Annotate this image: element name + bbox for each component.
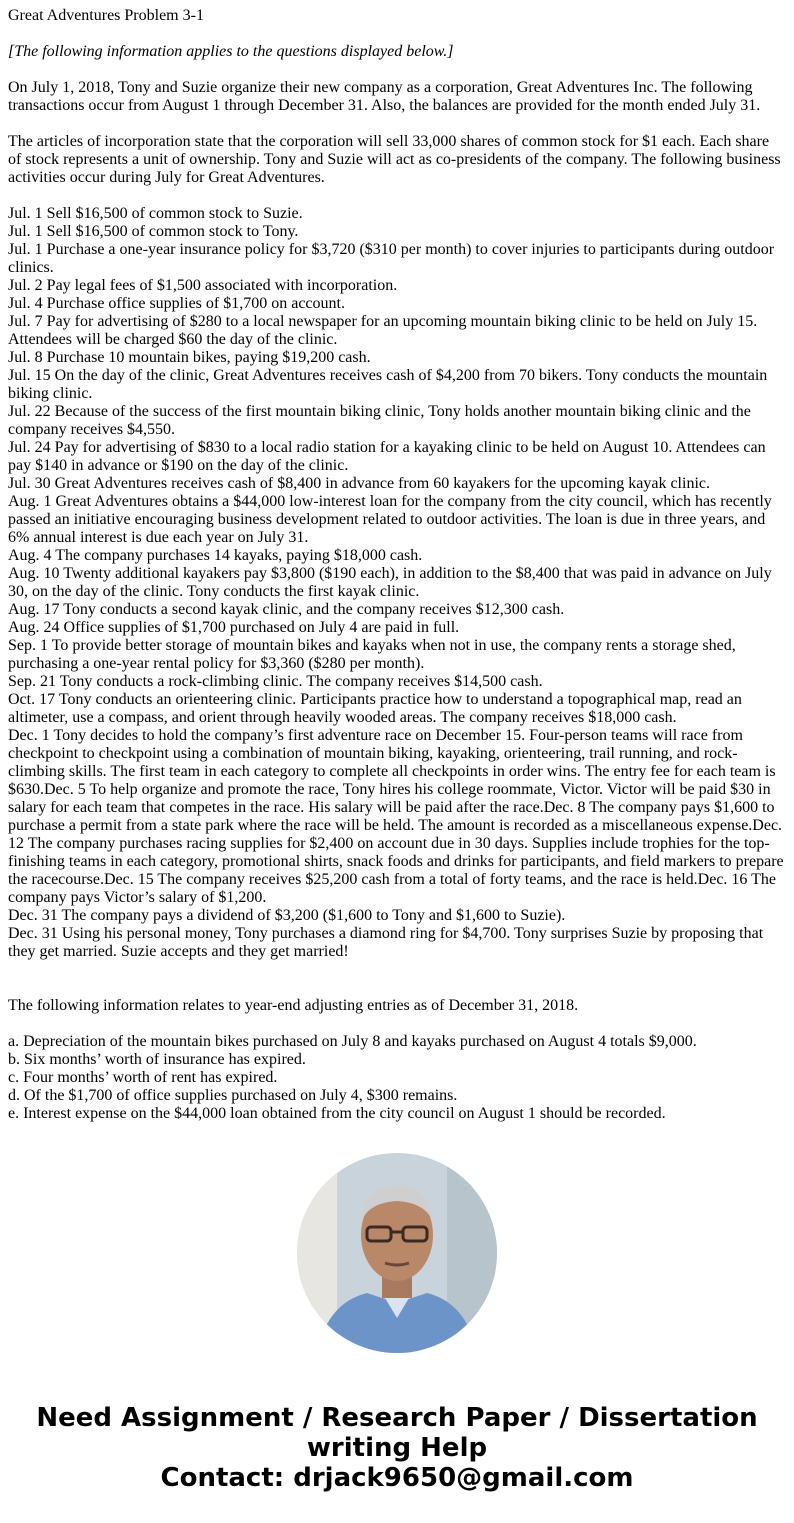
transaction-item: Aug. 1 Great Adventures obtains a $44,000 low-interest loan for the company from the city council, which has recently passed an initiative encouraging business development related to outdoor activities. The loan is due in three years, and 6% annual interest is due each year on July 31.: [8, 493, 772, 546]
transaction-item: Dec. 1 Tony decides to hold the company’s first adventure race on December 15. Four-person teams will race from checkpoint to checkpoint using a combination of mountain biking, kayaking, orienteering, trail running, and rock-climbing skills. The first team in each category to complete all checkpoints in order wins. The entry fee for each team is $630.Dec. 5 To help organize and promote the race, Tony hires his college roommate, Victor. Victor will be paid $30 in salary for each team that competes in the race. His salary will be paid after the race.Dec. 8 The company pays $1,600 to purchase a permit from a state park where the race will be held. The amount is recorded as a miscellaneous expense.Dec. 12 The company purchases racing supplies for $2,400 on account due in 30 days. Supplies include trophies for the top-finishing teams in each category, promotional shirts, snack foods and drinks for participants, and field markers to prepare the racecourse.Dec. 15 The company receives $25,200 cash from a total of forty teams, and the race is held.Dec. 16 The company pays Victor’s salary of $1,200.: [8, 727, 784, 906]
transaction-item: Jul. 4 Purchase office supplies of $1,700 on account.: [8, 295, 345, 312]
paragraph-articles: The articles of incorporation state that the corporation will sell 33,000 shares of common stock for $1 each. Each share of stock represents a unit of ownership. Tony and Suzie will act as co-presidents of the company. The following business activities occur during July for Great Adventures.: [8, 133, 781, 186]
footer-contact: Contact: drjack9650@gmail.com: [160, 1463, 634, 1493]
transaction-item: Jul. 8 Purchase 10 mountain bikes, paying $19,200 cash.: [8, 349, 371, 366]
transaction-item: Jul. 1 Sell $16,500 of common stock to Tony.: [8, 223, 299, 240]
transaction-item: Jul. 24 Pay for advertising of $830 to a local radio station for a kayaking clinic to be held on August 10. Attendees can pay $140 in advance or $190 on the day of the clinic.: [8, 439, 766, 474]
transaction-item: Jul. 7 Pay for advertising of $280 to a local newspaper for an upcoming mountain biking clinic to be held on July 15. Attendees will be charged $60 the day of the clinic.: [8, 313, 758, 348]
transaction-item: Dec. 31 Using his personal money, Tony purchases a diamond ring for $4,700. Tony surprises Suzie by proposing that they get married. Suzie accepts and they get married!: [8, 925, 764, 960]
transaction-item: Aug. 10 Twenty additional kayakers pay $3,800 ($190 each), in addition to the $8,400 that was paid in advance on July 30, on the day of the clinic. Tony conducts the first kayak clinic.: [8, 565, 772, 600]
person-photo-icon: [297, 1153, 497, 1353]
transaction-item: Dec. 31 The company pays a dividend of $3,200 ($1,600 to Tony and $1,600 to Suzie).: [8, 907, 566, 924]
transaction-item: Aug. 24 Office supplies of $1,700 purchased on July 4 are paid in full.: [8, 619, 460, 636]
transaction-item: Jul. 30 Great Adventures receives cash of $8,400 in advance from 60 kayakers for the upcoming kayak clinic.: [8, 475, 710, 492]
transaction-item: Jul. 22 Because of the success of the first mountain biking clinic, Tony holds another mountain biking clinic and the company receives $4,550.: [8, 403, 751, 438]
footer-banner: [0, 1403, 794, 1493]
intro-note: [The following information applies to the questions displayed below.]: [8, 43, 454, 60]
adjustment-item: d. Of the $1,700 of office supplies purchased on July 4, $300 remains.: [8, 1087, 458, 1104]
transaction-item: Oct. 17 Tony conducts an orienteering clinic. Participants practice how to understand a topographical map, read an altimeter, use a compass, and orient through heavily wooded areas. The company receives $18,000 cash.: [8, 691, 742, 726]
transaction-item: Aug. 4 The company purchases 14 kayaks, paying $18,000 cash.: [8, 547, 423, 564]
problem-document: [8, 7, 786, 1122]
transaction-item: Aug. 17 Tony conducts a second kayak clinic, and the company receives $12,300 cash.: [8, 601, 565, 618]
transaction-item: Sep. 21 Tony conducts a rock-climbing clinic. The company receives $14,500 cash.: [8, 673, 543, 690]
transaction-item: Sep. 1 To provide better storage of mountain bikes and kayaks when not in use, the company rents a storage shed, purchasing a one-year rental policy for $3,360 ($280 per month).: [8, 637, 736, 672]
footer-help-text: Need Assignment / Research Paper / Dissertation writing Help: [36, 1403, 758, 1463]
adjustment-item: a. Depreciation of the mountain bikes purchased on July 8 and kayaks purchased on August 4 totals $9,000.: [8, 1033, 697, 1050]
adjusting-intro: The following information relates to year-end adjusting entries as of December 31, 2018.: [8, 997, 579, 1014]
adjustment-item: c. Four months’ worth of rent has expired.: [8, 1069, 278, 1086]
transaction-item: Jul. 2 Pay legal fees of $1,500 associated with incorporation.: [8, 277, 398, 294]
paragraph-intro: On July 1, 2018, Tony and Suzie organize their new company as a corporation, Great Adventures Inc. The following transactions occur from August 1 through December 31. Also, the balances are provided for the month ended July 31.: [8, 79, 761, 114]
transaction-item: Jul. 1 Sell $16,500 of common stock to Suzie.: [8, 205, 303, 222]
adjustment-list: [8, 1033, 786, 1122]
adjustment-item: e. Interest expense on the $44,000 loan obtained from the city council on August 1 should be recorded.: [8, 1105, 666, 1122]
transaction-item: Jul. 15 On the day of the clinic, Great Adventures receives cash of $4,200 from 70 bikers. Tony conducts the mountain biking clinic.: [8, 367, 768, 402]
avatar: [297, 1153, 497, 1353]
adjustment-item: b. Six months’ worth of insurance has expired.: [8, 1051, 306, 1068]
transaction-list: [8, 205, 786, 961]
transaction-item: Jul. 1 Purchase a one-year insurance policy for $3,720 ($310 per month) to cover injuries to participants during outdoor clinics.: [8, 241, 775, 276]
problem-title: Great Adventures Problem 3-1: [8, 7, 204, 24]
